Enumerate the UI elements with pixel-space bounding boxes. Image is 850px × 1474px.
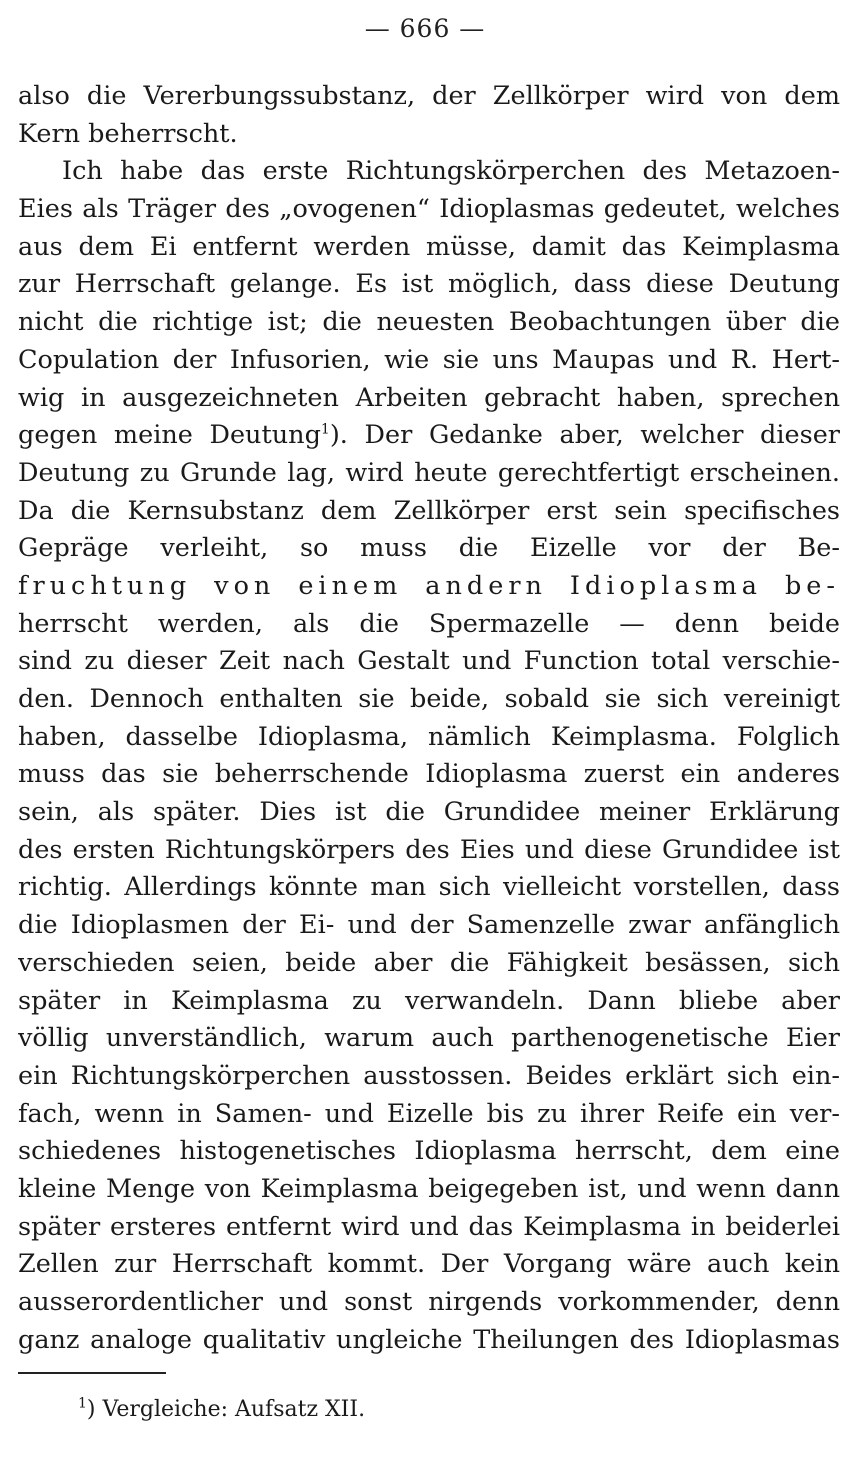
text-line: muss das sie beherrschende Idioplasma zuerst ein anderes (18, 759, 840, 790)
text-line: Kern beherrscht. (18, 118, 238, 149)
paragraph-first-line: Ich habe das erste Richtungskörperchen des Metazoen- (62, 156, 840, 187)
text-line: des ersten Richtungskörpers des Eies und diese Grundidee ist (18, 834, 840, 865)
text-line: schiedenes histogenetisches Idioplasma herrscht, dem eine (18, 1136, 840, 1167)
text-line: völlig unverständlich, warum auch parthenogenetische Eier (18, 1023, 840, 1054)
text-segment: gegen meine Deutung (18, 420, 321, 451)
text-line: Eies als Träger des „ovogenen“ Idioplasmas gedeutet, welches (18, 194, 840, 225)
text-segment: ). Der Gedanke aber, welcher dieser (329, 420, 840, 451)
text-line: zur Herrschaft gelange. Es ist möglich, dass diese Deutung (18, 269, 840, 300)
footnote-number: 1 (78, 1395, 87, 1412)
text-line: herrscht werden, als die Spermazelle — denn beide (18, 608, 840, 639)
text-line: später in Keimplasma zu verwandeln. Dann bliebe aber (18, 985, 840, 1016)
text-line: sein, als später. Dies ist die Grundidee meiner Erklärung (18, 797, 840, 828)
text-line: wig in ausgezeichneten Arbeiten gebracht haben, sprechen (18, 382, 840, 413)
text-line: Copulation der Infusorien, wie sie uns Maupas und R. Hert- (18, 344, 840, 375)
text-line: nicht die richtige ist; die neuesten Beobachtungen über die (18, 307, 840, 338)
page-number-header: — 666 — (364, 14, 486, 43)
text-line: also die Vererbungssubstanz, der Zellkörper wird von dem (18, 81, 840, 111)
text-line: ausserordentlicher und sonst nirgends vorkommender, denn (18, 1287, 840, 1317)
text-line: ganz analoge qualitativ ungleiche Theilungen des Idioplasmas (18, 1324, 840, 1355)
text-line: sind zu dieser Zeit nach Gestalt und Function total verschie- (18, 646, 840, 677)
text-line: fach, wenn in Samen- und Eizelle bis zu ihrer Reife ein ver- (18, 1098, 840, 1129)
text-line: den. Dennoch enthalten sie beide, sobald sie sich vereinigt (18, 684, 840, 714)
text-line: Zellen zur Herrschaft kommt. Der Vorgang wäre auch kein (18, 1249, 840, 1280)
text-line: später ersteres entfernt wird und das Keimplasma in beiderlei (18, 1211, 840, 1242)
text-line: haben, dasselbe Idioplasma, nämlich Keimplasma. Folglich (18, 721, 840, 752)
footnote (78, 1397, 365, 1422)
text-line: Gepräge verleiht, so muss die Eizelle vor der Be- (18, 533, 840, 564)
spaced-text-line: fruchtung von einem andern Idioplasma be- (18, 570, 840, 601)
text-line: richtig. Allerdings könnte man sich vielleicht vorstellen, dass (18, 872, 840, 903)
text-line: aus dem Ei entfernt werden müsse, damit das Keimplasma (18, 231, 840, 262)
text-line: Deutung zu Grunde lag, wird heute gerechtfertigt erscheinen. (18, 457, 840, 488)
footnote-divider (18, 1372, 166, 1374)
footnote-reference: 1 (320, 421, 330, 438)
footnote-text: ) Vergleiche: Aufsatz XII. (86, 1397, 366, 1422)
text-line: Da die Kernsubstanz dem Zellkörper erst sein specifisches (18, 495, 840, 526)
text-line-with-footnote (18, 417, 840, 455)
body-text (18, 78, 840, 1359)
text-line: kleine Menge von Keimplasma beigegeben ist, und wenn dann (18, 1173, 840, 1204)
text-line: verschieden seien, beide aber die Fähigkeit besässen, sich (18, 947, 840, 978)
text-line: die Idioplasmen der Ei- und der Samenzelle zwar anfänglich (18, 910, 840, 941)
text-line: ein Richtungskörperchen ausstossen. Beides erklärt sich ein- (18, 1060, 840, 1091)
